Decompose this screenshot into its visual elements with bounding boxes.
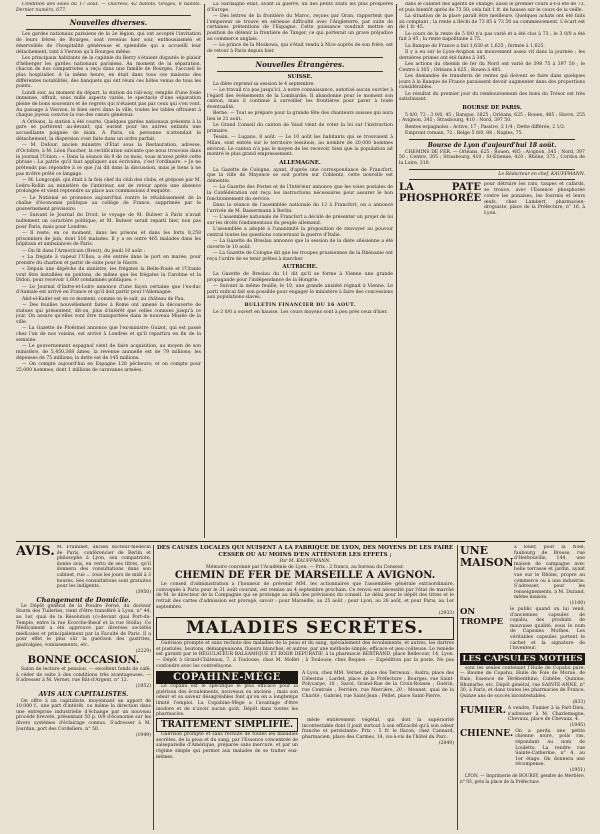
une-maison-ad bbox=[460, 545, 585, 601]
ads-column-right bbox=[460, 545, 585, 830]
ad-number: (1951) bbox=[569, 767, 585, 773]
article-paragraph: — M. Longcopié, qui était à la fois chef du club des clubs, et préposé par M. Ledru-Rollin au ministère de l'intérieur, est de retour après une absence prolongée et vient reprendre sa place aux commissions d'enquête. bbox=[16, 177, 201, 195]
divider bbox=[26, 15, 191, 16]
article-paragraph: A Orléans, la station a été courte. Quelques gardes nationaux présents à la gare se portèrent au-devant, qui eurent pour les autres enfants une accueillante poignée de main. A Paris, où personne n'attendait le détachement, la dispersion s'est faite dans un ordre parfait. bbox=[16, 119, 201, 142]
capsules-mothes-title: LES CAPSULES MOTHES bbox=[460, 653, 585, 665]
article-paragraph: Il y a eu sur le Lyon-Avignon un mouvement assez vif dans la journée ; les dernières primes ont été faites à 345. bbox=[399, 50, 585, 61]
article-paragraph: — Suivant la même feuille, le 10, une grande anxiété régnait à Vienne. Le parti radical fait son possible pour engager le ministère à faire des concessions aux populations slaves. bbox=[207, 283, 393, 301]
ad-number: (3950) bbox=[135, 589, 151, 595]
ad-number: (1045) bbox=[569, 722, 585, 728]
news-paragraphs bbox=[207, 82, 393, 159]
section-heading-nouvelles-diverses: Nouvelles diverses. bbox=[69, 18, 148, 28]
article-paragraph: La Gazette de Cologne, ayant, d'après une correspondance de Francfort, que la ville de Mayence se soit portée sur Coblentz, cette nouvelle est démentie. bbox=[207, 167, 393, 184]
ad-number: (2229) bbox=[135, 649, 151, 655]
phosphore-ad bbox=[399, 182, 585, 216]
column-divider bbox=[396, 4, 397, 538]
fumier-title: FUMIER. bbox=[460, 705, 506, 716]
news-paragraphs bbox=[16, 32, 201, 373]
article-paragraph: — Le National se prononce aujourd'hui contre le rétablissement de la chaîne d'économie politique au collège de France, supprimée par le gouvernement provisoire. bbox=[16, 195, 201, 213]
section-heading-nouvelles-etrangeres: Nouvelles Étrangères. bbox=[255, 59, 345, 69]
article-paragraph: — Suivant le Journal du Droit, le voyage de M. Bulwer à Paris n'avait nullement un caractère politique, et M. Bulwer serait reparti hier, non pas pour Paris, mais pour Londres. bbox=[16, 213, 201, 230]
article-paragraph: 5 0/0, 73 ; 3 0/0, 45 ; Banque, 1625 ; Orléans, 625 ; Rouen, 485 ; Havre, 255 ; Avignon, 345 ; Strasbourg, 410 ; Nord, 397 50. bbox=[399, 112, 585, 124]
article-paragraph: La Banque de France a fait 1,630 et 1,625 ; fermée à 1,625. bbox=[405, 43, 545, 49]
article-paragraph: — La Gazette de Ploërmel annonce que l'ex-ministre Guizot, qui est passé chez l'un de nos voisins, est arrivé à Londres et qu'il repartira en fin de la semaine. bbox=[16, 326, 201, 343]
country-heading-autriche: AUTRICHE. bbox=[282, 263, 318, 270]
traitement-ad bbox=[156, 718, 454, 760]
phosphore-ad-title: LA PATE PHOSPHORÉE bbox=[399, 182, 482, 205]
article-paragraph: L'assemblée a adopté à l'unanimité la proposition de renvoyer au pouvoir central toutes les questions concernant la guerre d'Italie. bbox=[207, 226, 393, 238]
maladies-secretes-title: MALADIES SECRÈTES. bbox=[185, 618, 425, 639]
on-trompe-ad bbox=[460, 607, 585, 652]
article-paragraph: — M. Dufour, ancien ministre d'État sous la Restauration, adresse, d'Octobre, à M. Léon Faucher, la rectification suivante que nous trouvons dans le journal l'Union : « Dans la séance du 9 de ce mois, vous m'avez prêté cette phrase : La patrie qu'il faut appliquer aux écrivains, c'est l'ordinaire. » Je ne prétends pas répondre à ce que j'ai dit dans la discussion, mais je tiens à ne pas m'être prêté ce langage. bbox=[16, 143, 201, 177]
copahine-right: A Lyon, chez MM. Vernet, place des Terreaux ; Audra, place des Célestins ; Lardet, place de la Préfecture ; Bourges, rue Saint-Polycarpe, 10 ; Savoi, Grand-Rue de la Croix-Rousse ; Guérin, rue Centrale ; Ferrière, rue Mercière, 20 ; Monnet, quai de la Charité ; Gabriel, rue Saint-Jean ; Pellet, place Saint-Pierre. bbox=[302, 671, 454, 699]
article-paragraph: « La frégate à vapeur l'Ulloa, a été entrée dans le port en marée, pour prendre du charbon et partir de suite pour le Havre. bbox=[16, 255, 201, 266]
chienne-ad bbox=[460, 729, 585, 768]
column-three bbox=[399, 2, 585, 538]
bourse-paris-heading: BOURSE DE PARIS. bbox=[462, 104, 522, 111]
phosphore-ad-text: pour détruire les rats, taupes et cafards, se trouve, avec l'Essence phosphorée contre les punaises, les fourmis et leurs œufs, chez Lambert, pharmacien-droguiste, place de la Préfecture, n° 16, à Lyon. bbox=[484, 182, 585, 216]
article-paragraph: — Le prince de la Moskowa, qui s'était rendu à Nice auprès de son frère, est de retour à Paris depuis hier. bbox=[207, 43, 393, 54]
maladies-secretes-banner bbox=[156, 617, 454, 640]
causes-locales-author: Par M. KAUFFMANN. bbox=[279, 559, 331, 564]
ads-divider bbox=[457, 545, 458, 830]
article-paragraph: Le Grand Conseil du canton de Vaud vient de voter la loi sur l'instruction primaire. bbox=[207, 123, 393, 134]
country-heading-suisse: SUISSE. bbox=[287, 73, 313, 80]
bourse-lyon-text: CHEMINS DE FER. — Orléans, 625 ; Rouen, 485 ; Avignon, 345 ; Nord, 397 50 ; Centre, 305 ; Strasbourg, 410 ; St-Étienne, 420 ; Rhône, 375 ; Cordou de la Loire, 310. bbox=[399, 149, 585, 167]
article-paragraph: — L'assemblée nationale de Francfort a décidé de présenter un projet de loi sur les droits fondamentaux du peuple allemand. bbox=[207, 214, 393, 226]
chemin-de-fer-title: CHEMIN DE FER DE MARSEILLE A AVIGNON. bbox=[174, 570, 436, 582]
chienne-title: CHIENNE. bbox=[460, 728, 514, 739]
article-paragraph: Rentes espagnoles : Active, 17 ; Passive, 3 1/4 ; Dette différée, 2 1/2. bbox=[405, 124, 566, 130]
fumier-ad bbox=[460, 706, 585, 723]
causes-locales-price: Mémoire couronné par l'Académie de Lyon. — Prix : 2 francs, au bureau du Censeur. bbox=[206, 564, 404, 570]
article-paragraph: — Le Journal d'Indre-et-Loire annonce d'une façon certaine que l'ex-duc d'Aumale est arrivé en France et qu'il doit partir pour l'Allemagne. bbox=[16, 284, 201, 296]
article-paragraph: Les demandes de transferts de rentes qui doivent se faire dans quelques jours à la Banque de France paraissent devoir augmenter dans des proportions considérables. bbox=[399, 74, 585, 91]
article-paragraph: dans le cabinet des agents de change; aussi le premier cours a-t-il été de 73, et puis bientôt après de 73 50; cela fait 1 fr. de hausse sur le cours de la veille. bbox=[399, 2, 585, 13]
ads-divider bbox=[153, 545, 154, 830]
article-paragraph: La diète reprend sa session le 4 septembre. bbox=[213, 81, 315, 87]
traitement-right-text: mède entièrement végétal, qui doit la supériorité incontestable dont il jouit surtout à son efficacité qu'à son odeur franche et persistante. Prix : 5 fr. le flacon, chez Cannard, pharmacien, place des Carmes, 14, vis-à-vis de l'hôtel du Parc. bbox=[302, 718, 454, 741]
divider bbox=[217, 57, 383, 58]
bonne-occasion-text: Salon de lecture et pension, — excellent fonds de café, à céder de suite à des conditions très avantageuses. — S'adresser à M. Vernet, rue Bât-d'Argent, n° 12. bbox=[16, 667, 151, 684]
country-heading-allemagne: ALLEMAGNE. bbox=[279, 159, 321, 166]
article-paragraph: — Des lettres de la frontière du Maroc, reçues par Oran, rapportent que l'empereur se trouve en sérieuse difficulté avec l'Angleterre, par suite de certaines prétentions de l'Espagne. Cette puissance voudrait mettre en position de détenir la frontière de Tanger, ce qui porterait un grave préjudice au commerce anglais. bbox=[207, 14, 393, 42]
bulletin-financier-heading: BULLETIN FINANCIER DU 16 AOUT. bbox=[244, 302, 356, 309]
traitement-text: Guérison prompte et sans rechute de toutes les maladies secrètes, de la peau et du sang, par l'Essence concentrée de salsepareille d'Amérique, préparée sans mercure, et par un régime simple qui permet aux malades de se traiter eux-mêmes. bbox=[156, 732, 298, 760]
copahine-left bbox=[156, 671, 298, 718]
article-paragraph: — Il reste, en ce moment, dans les prisons et dans les forts 8,258 prisonniers de juin, dont 516 malades. Il y a en outre 465 malades dans les hôpitaux et ambulances de Paris. bbox=[16, 231, 201, 248]
article-paragraph: Berne. — Tout se prépare pour la grande fête des chanteurs suisses qui aura lieu le 21 août. bbox=[207, 111, 393, 122]
article-paragraph: Le cours de la rente de 5 0/0 n'a pas varié et a été clos à 73 ; le 3 0/0 a été fait à 45 ; la rente napolitaine à 75. bbox=[399, 31, 585, 43]
article-paragraph: — Le gouvernement espagnol vient de faire acquisition, au moyen de son ministère, de 5,450,368 âmes; la revenue annuelle est de 79 millions; les dépenses de 75 millions; la dette est de 145 millions. bbox=[16, 344, 201, 361]
copahine-text: Le copahu est le spécifique le plus efficace pour la guérison des écoulements, nouveaux ou anciens ; mais son odeur et sa saveur désagréables font qu'on en a longtemps limité l'emploi. La Copahine-Mège a l'avantage d'être inodore et de n'avoir aucun goût. Dépôt dans toutes les pharmacies. bbox=[156, 684, 298, 718]
article-paragraph: — La Gazette des Postes et de l'Intérieur annonce que les voies postales de la Confédération ont reçu les instructions nécessaires pour assurer le bon fonctionnement du service. bbox=[207, 185, 393, 202]
article-paragraph: La situation de la place paraît être meilleure. Quelques achats ont été faits au comptant ; la rente a fléchi de 73 85 à 73 50 au commencement. L'écart est de 1 fr. 45. bbox=[399, 14, 585, 31]
on-trompe-text: le public quand on lui vend, d'anciennes capsules de copahu, des produits de mauvaise qualité, sous le nom de Capsules Mothes. Les véritables capsules portent le cachet et la signature de l'inventeur. bbox=[510, 607, 585, 652]
news-paragraphs bbox=[207, 14, 393, 55]
une-maison-text: à louer, pour la Noël, faubourg de Bresse, rue d'Herbouville, 144, une maison de campagne avec belle terrasse et jardin, ayant vue sur le Rhône, propre au commerce ou à une industrie. S'adresser, pour les renseignements, à M. Durand, même maison. bbox=[514, 545, 585, 601]
article-paragraph: — On lit dans l'Armoricain (Brest), du jeudi 10 août : bbox=[22, 248, 146, 254]
article-paragraph: « Depuis une dépêche du ministre, les frégates la Belle-Poule et l'Uranie vont être installées en pontons, de même que les frégates la Caroline et la Didon, pour recevoir 1,600 condamnés politiques. » bbox=[16, 267, 201, 284]
article-paragraph: La Gazette de Breslau du 11 dit qu'il se forme à Vienne une grande propagande pour l'indépendance de la Hongrie. bbox=[207, 271, 393, 283]
article-paragraph: — Le travail n'a pas jusqu'ici, à notre connaissance, autorisé aucun ouvrier à l'égard des événements de la Lombardie. Il abandonne pour le moment son canton, mais il continue à surveiller les frontières pour parer à toute éventualité. bbox=[207, 87, 393, 110]
article-paragraph: Lundi soir, au moment du départ, la station du rail-way, remplie d'une foule immense, offrait, sous mille aspects variés, le spectacle d'une séparation pleine de bons souvenirs et de regrets qui n'étaient pas par ceux qui s'en vont. Au passage à Vierzon, le bien servi dans la ville, toutes les tables offraient à chaque joyeux convive la vue des cœurs généreux. bbox=[16, 90, 201, 119]
article-paragraph: Dans la séance de l'assemblée nationale du 12 à Francfort, on a annoncé l'arrivée de M. Bassermann à Berlin. bbox=[207, 202, 393, 214]
silk-condition-note: Condition des soies du 17 août. — Ouvrées, 42 ballots. Grèges, 8 ballots. Dernier numéro, 677. bbox=[16, 2, 201, 13]
divider bbox=[217, 71, 383, 72]
capitalistes-text: On offre à un capitaliste, moyennant un apport de 10,000 f., une part d'intérêt, ou même la direction dans une entreprise industrielle d'échange par un nouveau procédé breveté, présentant 50 p. 0/0 d'économie sur les divers systèmes d'éclairage connus. S'adresser à M. Jourdan, port des Cordeliers, n° 50. bbox=[16, 698, 151, 732]
change-domicile-title: Changement de Domicile. bbox=[36, 595, 131, 604]
ads-column-left bbox=[16, 545, 151, 830]
ads-column-middle bbox=[156, 545, 454, 830]
column-one bbox=[16, 2, 201, 538]
divider bbox=[409, 179, 575, 180]
bonne-occasion-title: BONNE OCCASION. bbox=[27, 655, 140, 667]
ad-number: (1952) bbox=[135, 684, 151, 690]
divider bbox=[26, 29, 191, 30]
on-trompe-title: ON TROMPE bbox=[460, 607, 504, 628]
stock-listing bbox=[399, 113, 585, 137]
article-paragraph: — La Gazette de Breslau annonce que la session de la diète silésienne a été ouverte le 10 août. bbox=[207, 238, 393, 250]
ad-number: (1949) bbox=[135, 732, 151, 738]
ad-number: (2849) bbox=[438, 741, 454, 747]
capitalistes-title: AVIS AUX CAPITALISTES. bbox=[38, 690, 129, 698]
copahine-title: COPAHINE-MÉGE bbox=[156, 671, 298, 684]
article-paragraph: Les principaux habitants de la capitale du Berry s'étaient disputés le plaisir d'héberger les gardes nationaux parisiens. Au moment de la séparation, chacun de nos compatriotes a reçu dans une famille de Bourges, l'accueil le plus hospitalier. A la même heure, en était dans tous ces maisons des différentes notabilités, des banquets qui ont réuni ces hôtes venus de tous les points. bbox=[16, 55, 201, 90]
article-paragraph: Le résultat du premier jour du remboursement des bons du Trésor est très satisfaisant. bbox=[399, 91, 585, 103]
imprimerie-line: LYON. — Imprimerie de BOURSY, gendre de Mertière, n° 93, près la place de la Préfecture. bbox=[460, 774, 585, 785]
avis-title: AVIS. bbox=[16, 545, 55, 559]
ad-number: (833) bbox=[572, 699, 585, 705]
article-paragraph: Abd-el-Kader est en ce moment, comme on le sait, au château de Pau. bbox=[22, 296, 185, 302]
column-divider bbox=[204, 4, 205, 538]
article-paragraph: Emprunt romain, 72 ; Belge 5 0/0, 88 ; Naples, 75. bbox=[405, 130, 523, 136]
article-paragraph: Tessin. — Lugano, 8 août. — Le 10 août les habitants qui se trouvaient à Milan, sont entrés sur le territoire tessinois, au nombre de 20,000 hommes environ. Le canton n'a pas le moyen de les recevoir, bien que la population ait montré le plus grand empressement. bbox=[207, 135, 393, 158]
ad-number: (2933) bbox=[438, 610, 454, 616]
news-paragraphs bbox=[207, 272, 393, 301]
fumier-text: A vendre, Fumier à la Part-Dieu, s'adresser à M. Charlemagne, Chevaux, place de Chevaux, 4. bbox=[507, 705, 585, 723]
traitement-title: TRAITEMENT SIMPLIFIÉ. bbox=[156, 718, 298, 732]
chienne-text: On a perdu une petite chienne noire, poils ras, répondant au nom de Loulette. La rendre rue Sainte-Catherine, n° 4, au 1er étage. On donnera une récompense. bbox=[515, 728, 585, 768]
article-paragraph: — Des fouilles nouvellement faites à Rome ont amené la découverte de statues qui présentent, dit-on, plus d'intérêt que celles connues jusqu'à ce jour. On assure qu'elles vont être transportées dans le nouveau Musée de la ville. bbox=[16, 303, 201, 326]
article-paragraph: Les actions du chemin de fer du Nord ont varié de 398 75 à 397 50 ; le Centre à 305 ; Orléans à 625 ; Rouen à 485. bbox=[399, 62, 585, 73]
news-paragraphs bbox=[207, 168, 393, 263]
causes-locales-heading: DES CAUSES LOCALES QUI NUISENT A LA FABRIQUE DE LYON, DES MOYENS DE LES FAIRE CESSER OU AU MOINS D'EN ATTÉNUER LES EFFETS ; bbox=[156, 545, 454, 558]
divider bbox=[409, 169, 575, 170]
article-paragraph: — On compte aujourd'hui en Espagne 128 pêcheurs; et on compte pour 25,000 hommes, dont 1 millions de caravanes armées. bbox=[16, 361, 201, 373]
article-paragraph: — La Gazette de Cologne dit que les troupes prussiennes de la Rhénanie ont reçu l'ordre de se tenir prêtes à marcher. bbox=[207, 250, 393, 262]
column-two bbox=[207, 2, 393, 538]
article-paragraph: La Sardaigne était, avant la guerre, un des petits États les plus prospères d'Europe. bbox=[207, 2, 393, 13]
traitement-left bbox=[156, 718, 298, 760]
une-maison-title: UNE MAISON bbox=[460, 545, 514, 569]
chemin-de-fer-text: Le conseil d'administration a l'honneur de prévenir MM. les actionnaires que l'assemblée générale extraordinaire, convoquée à Paris pour le 31 août courant, est remise au 4 septembre prochain. Ce renvoi est nécessité par l'état de marché de M. le directeur de la Compagnie qui se prolonge au delà des prévisions du conseil. Le délai pour le dépôt des titres et le retrait des cartes d'admission est prorogé, savoir : pour Marseille, au 25 août ; pour Lyon, au 26 août, et pour Paris, au 1er septembre. bbox=[156, 582, 454, 610]
editor-signature: Le Rédacteur en chef, KAUFFMANN. bbox=[498, 171, 585, 177]
traitement-right bbox=[302, 718, 454, 760]
avis-ad bbox=[16, 545, 151, 590]
capsules-mothes-text: sont les seules contenant l'Huile de Copahu pure. — Baume de Copahu, Huile de Foie de Morue, de Raie, Essence de Térébenthine, Cubèbe, Quinine, Rhubarbe, etc. Dépôt général, rue SAINTE-ANNE, n° 30, à Paris, et dans toutes les pharmacies de France. Quinze ans de succès incontestables. bbox=[460, 665, 585, 699]
change-domicile-text: Le Dépôt général de la Poudre Ferné, du docteur Sturm des Tuileries, vient d'être transféré à Lyon, n° 44, au 1er, quai de la Résolution (ci-devant quai Port-du-Temple, entre la rue Écorche-Bœuf et la rue Stella). Ce Médicament a été approuvé par diverses sociétés médicales et principalement par la Faculté de Paris. Il a pour effet le plus sûr la guérison des gastrites, gastralgies, vomissements, etc. bbox=[16, 603, 151, 648]
copahine-ad bbox=[156, 671, 454, 718]
bourse-lyon-heading: Bourse de Lyon d'aujourd'hui 18 août. bbox=[427, 141, 557, 149]
ads-top-rule bbox=[16, 541, 585, 542]
maladies-secretes-text: Guérison prompte et sans rechute des maladies de la peau et du sang, spécialement des écoulements, et autres, les dartres et pustules, boutons, démangeaisons, flueurs blanches, et autres, par une méthode simple, efficace et peu coûteuse. Le remède est garanti par le RÉGULATEUR BALSAMIQUE ET ROOB DÉPURATIF, à la pharmacie BERTRAND, place Bellecour, 14, Lyon. — Dépôt à Grand-Châteaux, 7, à Toulouse, chez M. Mollet ; à Toulouse, chez Roques. — Expédition par la poste. Ne pas confondre avec les contrefaçons. bbox=[156, 641, 454, 669]
avis-text: M. Framinet, ancien docteur-médecin de Paris, conférencier de Berlin et philosophe à Lyon, son compatriote, donne avis, en vertu de ses titres, qu'il donnera des consultations dans son cabinet, rue ... tous les jours de midi à 3 heures. Ses consultations sont gratuites pour les indigents. bbox=[56, 545, 151, 590]
finance-paragraphs bbox=[399, 2, 585, 103]
ad-number: (1100) bbox=[569, 600, 585, 606]
bulletin-text: Le 3 0/0 a ouvert en hausse. Les cours moyens sont à peu près ceux d'hier. bbox=[213, 310, 388, 316]
divider bbox=[409, 139, 575, 140]
article-paragraph: Les gardes nationaux parisiens de la 2e légion, qui ont accepté l'invitation de leurs frères de Bourges, sont revenus hier soir, enthousiasmés et émerveillés de l'hospitalité généreuse et splendide qui a accueilli leur détachement, tant à Vierzon qu'à Bourges même. bbox=[16, 32, 201, 55]
